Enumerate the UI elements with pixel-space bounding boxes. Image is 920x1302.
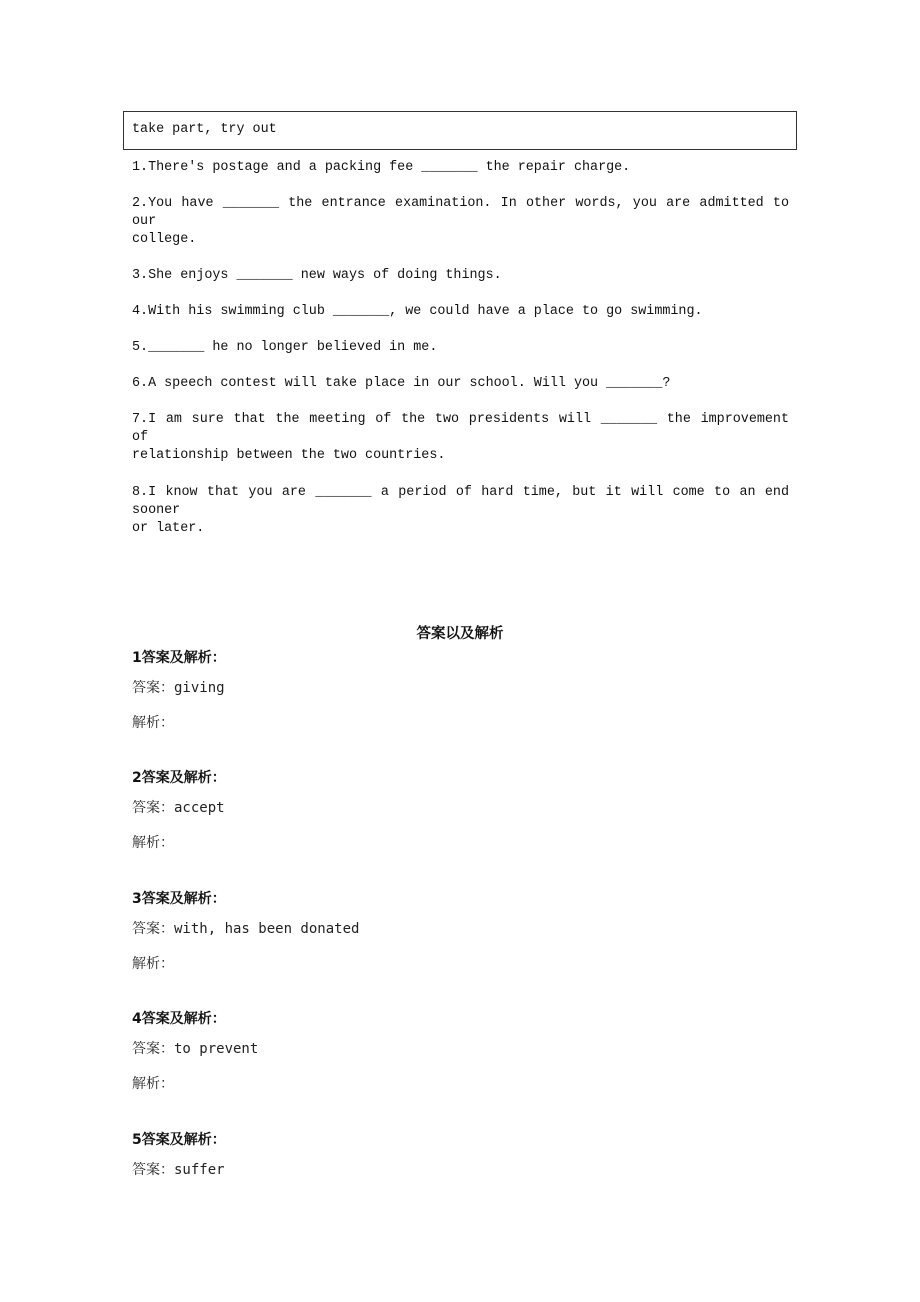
question-8-line-1: 8.I know that you are _______ a period of hard time, but it will come to an end sooner xyxy=(132,485,789,518)
answer-3-heading: 3答案及解析： xyxy=(132,891,226,907)
answer-1-heading: 1答案及解析： xyxy=(132,650,226,666)
answer-2-answer: 答案：accept xyxy=(132,800,225,816)
question-3: 3.She enjoys _______ new ways of doing things. xyxy=(132,268,502,283)
answers-title: 答案以及解析 xyxy=(416,626,504,642)
answer-1-analysis: 解析： xyxy=(132,715,174,731)
question-5: 5._______ he no longer believed in me. xyxy=(132,340,438,355)
answer-4-analysis: 解析： xyxy=(132,1076,174,1092)
question-2-line-2: college. xyxy=(132,232,197,247)
answer-2-heading: 2答案及解析： xyxy=(132,770,226,786)
word-bank-text: take part, try out xyxy=(132,122,277,137)
answer-1-answer: 答案：giving xyxy=(132,680,225,696)
answer-2-analysis: 解析： xyxy=(132,835,174,851)
answer-4-answer: 答案：to prevent xyxy=(132,1041,259,1057)
answer-3-answer: 答案：with, has been donated xyxy=(132,921,360,937)
answer-5-answer: 答案：suffer xyxy=(132,1162,225,1178)
question-8-line-2: or later. xyxy=(132,521,205,536)
question-4: 4.With his swimming club _______, we could have a place to go swimming. xyxy=(132,304,703,319)
answer-4-heading: 4答案及解析： xyxy=(132,1011,226,1027)
answer-5-heading: 5答案及解析： xyxy=(132,1132,226,1148)
question-7-line-1: 7.I am sure that the meeting of the two presidents will _______ the improvement of xyxy=(132,412,789,445)
question-2-line-1: 2.You have _______ the entrance examination. In other words, you are admitted to our xyxy=(132,196,789,229)
question-6: 6.A speech contest will take place in our school. Will you _______? xyxy=(132,376,671,391)
question-1: 1.There's postage and a packing fee _______ the repair charge. xyxy=(132,160,631,175)
word-bank-box xyxy=(123,111,797,150)
answer-3-analysis: 解析： xyxy=(132,956,174,972)
question-7-line-2: relationship between the two countries. xyxy=(132,448,446,463)
